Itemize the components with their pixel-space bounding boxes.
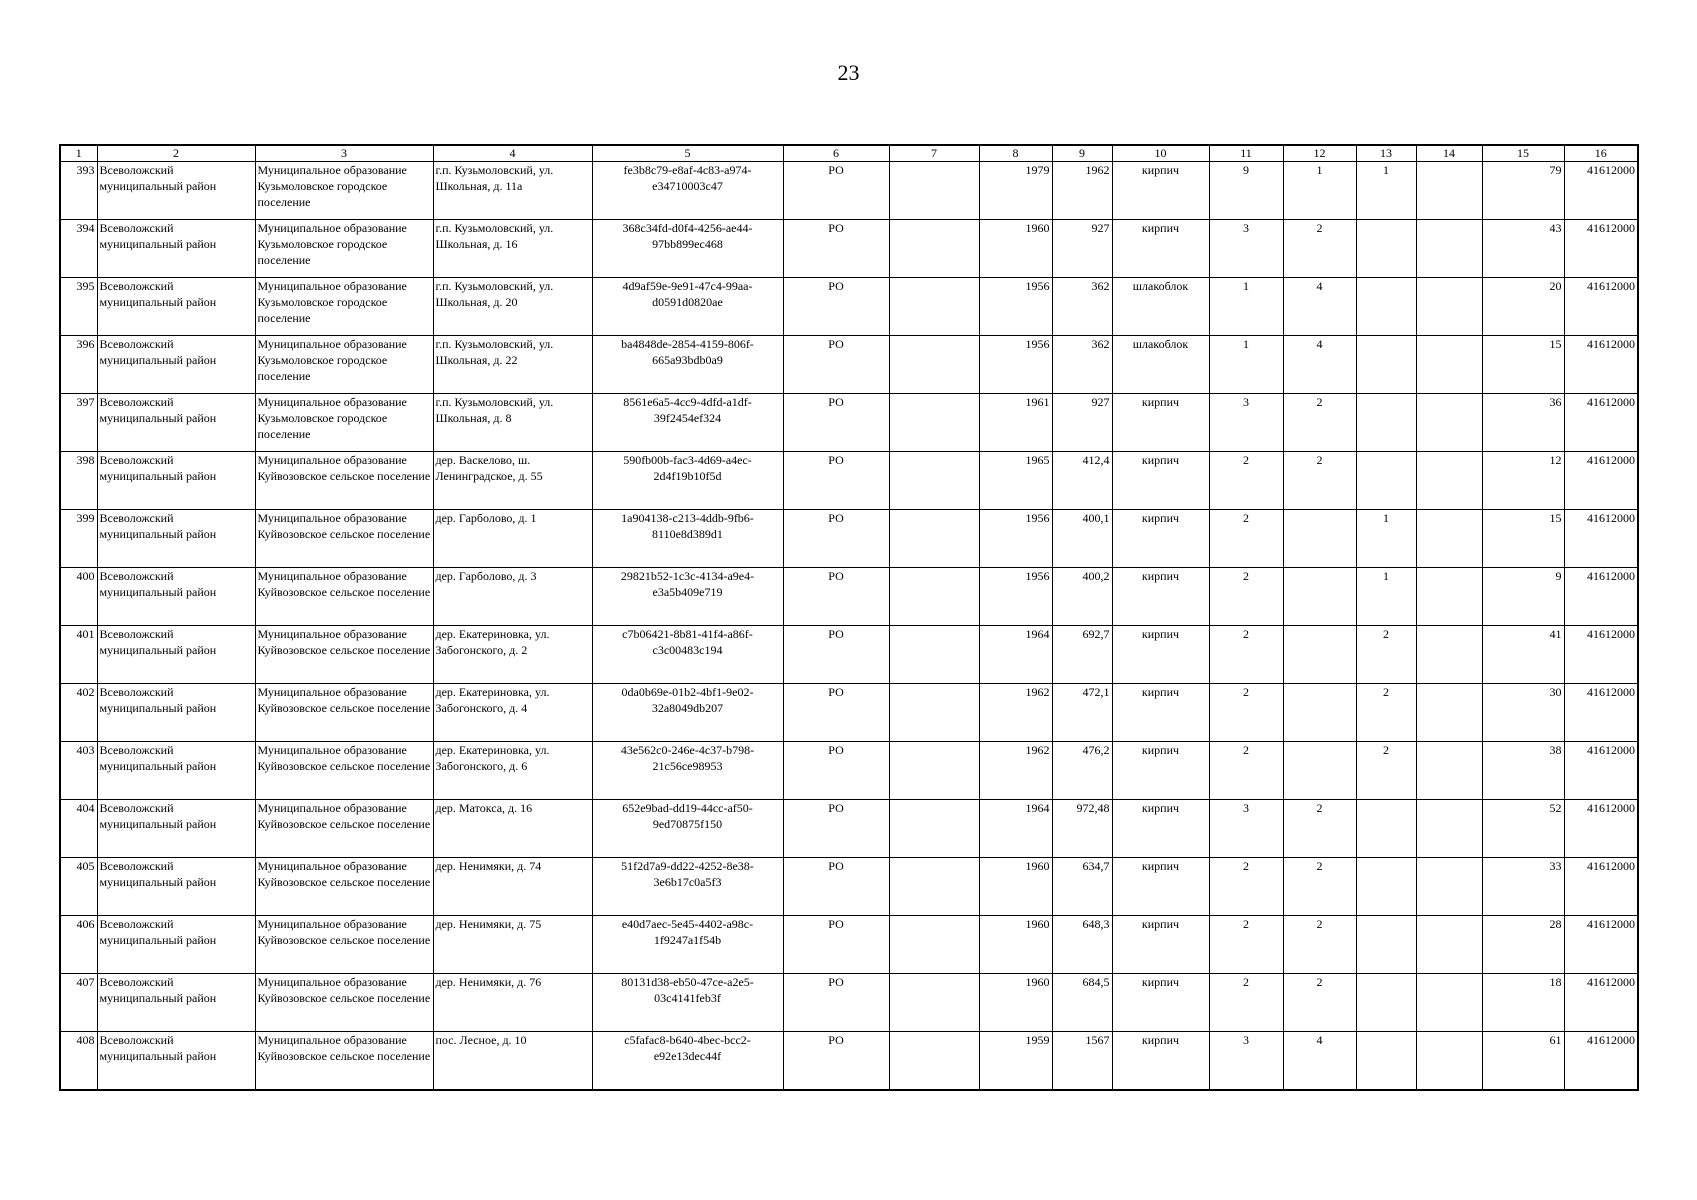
cell-col-7	[889, 684, 979, 742]
cell-area: 1567	[1052, 1032, 1112, 1090]
cell-oktmo: 41612000	[1564, 858, 1638, 916]
cell-municipality: Муниципальное образование Куйвозовское сельское поселение	[255, 1032, 433, 1090]
cell-district: Всеволожский муниципальный район	[97, 220, 255, 278]
cell-district: Всеволожский муниципальный район	[97, 742, 255, 800]
cell-apartments: 30	[1482, 684, 1564, 742]
cell-area: 1962	[1052, 162, 1112, 220]
cell-floors: 2	[1209, 452, 1283, 510]
cell-col-7	[889, 278, 979, 336]
cell-type: РО	[783, 1032, 889, 1090]
cell-row-number: 393	[60, 162, 97, 220]
header-col-13: 13	[1356, 145, 1416, 162]
cell-col-13: 1	[1356, 162, 1416, 220]
cell-row-number: 398	[60, 452, 97, 510]
cell-apartments: 52	[1482, 800, 1564, 858]
cell-district: Всеволожский муниципальный район	[97, 800, 255, 858]
cell-row-number: 403	[60, 742, 97, 800]
cell-address: г.п. Кузьмоловский, ул. Школьная, д. 20	[433, 278, 592, 336]
cell-year: 1956	[979, 510, 1052, 568]
cell-address: дер. Екатериновка, ул. Забогонского, д. 4	[433, 684, 592, 742]
table-row	[60, 800, 1638, 858]
cell-area: 692,7	[1052, 626, 1112, 684]
cell-year: 1956	[979, 336, 1052, 394]
cell-municipality: Муниципальное образование Кузьмоловское городское поселение	[255, 220, 433, 278]
cell-row-number: 402	[60, 684, 97, 742]
cell-year: 1956	[979, 568, 1052, 626]
cell-area: 412,4	[1052, 452, 1112, 510]
cell-apartments: 15	[1482, 510, 1564, 568]
cell-type: РО	[783, 162, 889, 220]
cell-guid: 51f2d7a9-dd22-4252-8e38-3e6b17c0a5f3	[592, 858, 783, 916]
cell-type: РО	[783, 626, 889, 684]
table-row	[60, 974, 1638, 1032]
cell-district: Всеволожский муниципальный район	[97, 162, 255, 220]
cell-address: дер. Гарболово, д. 1	[433, 510, 592, 568]
cell-year: 1960	[979, 916, 1052, 974]
cell-type: РО	[783, 220, 889, 278]
cell-year: 1965	[979, 452, 1052, 510]
cell-col-14	[1416, 974, 1482, 1032]
cell-floors: 9	[1209, 162, 1283, 220]
cell-type: РО	[783, 974, 889, 1032]
header-row	[60, 145, 1638, 162]
cell-municipality: Муниципальное образование Куйвозовское сельское поселение	[255, 568, 433, 626]
cell-district: Всеволожский муниципальный район	[97, 278, 255, 336]
cell-year: 1964	[979, 626, 1052, 684]
cell-material: кирпич	[1112, 510, 1209, 568]
cell-district: Всеволожский муниципальный район	[97, 684, 255, 742]
table-row	[60, 626, 1638, 684]
cell-municipality: Муниципальное образование Куйвозовское сельское поселение	[255, 452, 433, 510]
cell-col-13	[1356, 916, 1416, 974]
cell-oktmo: 41612000	[1564, 974, 1638, 1032]
cell-col-14	[1416, 1032, 1482, 1090]
cell-col-14	[1416, 162, 1482, 220]
cell-apartments: 20	[1482, 278, 1564, 336]
cell-row-number: 394	[60, 220, 97, 278]
cell-col-12	[1283, 568, 1356, 626]
cell-apartments: 43	[1482, 220, 1564, 278]
cell-district: Всеволожский муниципальный район	[97, 626, 255, 684]
table-row	[60, 162, 1638, 220]
cell-floors: 3	[1209, 800, 1283, 858]
cell-address: дер. Васкелово, ш. Ленинградское, д. 55	[433, 452, 592, 510]
cell-floors: 2	[1209, 626, 1283, 684]
cell-district: Всеволожский муниципальный район	[97, 1032, 255, 1090]
cell-oktmo: 41612000	[1564, 510, 1638, 568]
header-col-4: 4	[433, 145, 592, 162]
cell-municipality: Муниципальное образование Куйвозовское сельское поселение	[255, 510, 433, 568]
cell-floors: 2	[1209, 568, 1283, 626]
cell-col-13: 2	[1356, 626, 1416, 684]
header-col-11: 11	[1209, 145, 1283, 162]
table-row	[60, 394, 1638, 452]
cell-row-number: 395	[60, 278, 97, 336]
cell-address: г.п. Кузьмоловский, ул. Школьная, д. 22	[433, 336, 592, 394]
cell-municipality: Муниципальное образование Куйвозовское сельское поселение	[255, 800, 433, 858]
cell-address: дер. Ненимяки, д. 76	[433, 974, 592, 1032]
cell-address: дер. Ненимяки, д. 75	[433, 916, 592, 974]
header-col-3: 3	[255, 145, 433, 162]
cell-col-13	[1356, 394, 1416, 452]
cell-col-13	[1356, 220, 1416, 278]
cell-floors: 1	[1209, 336, 1283, 394]
cell-area: 362	[1052, 278, 1112, 336]
cell-area: 634,7	[1052, 858, 1112, 916]
cell-guid: ba4848de-2854-4159-806f-665a93bdb0a9	[592, 336, 783, 394]
cell-guid: 0da0b69e-01b2-4bf1-9e02-32a8049db207	[592, 684, 783, 742]
cell-oktmo: 41612000	[1564, 684, 1638, 742]
header-col-10: 10	[1112, 145, 1209, 162]
cell-type: РО	[783, 452, 889, 510]
cell-address: дер. Матокса, д. 16	[433, 800, 592, 858]
table-row	[60, 916, 1638, 974]
page-number: 23	[837, 60, 860, 85]
cell-address: пос. Лесное, д. 10	[433, 1032, 592, 1090]
cell-area: 684,5	[1052, 974, 1112, 1032]
cell-col-7	[889, 858, 979, 916]
cell-row-number: 407	[60, 974, 97, 1032]
cell-year: 1956	[979, 278, 1052, 336]
cell-type: РО	[783, 916, 889, 974]
cell-district: Всеволожский муниципальный район	[97, 510, 255, 568]
cell-type: РО	[783, 278, 889, 336]
header-col-1: 1	[60, 145, 97, 162]
cell-col-12	[1283, 742, 1356, 800]
header-col-7: 7	[889, 145, 979, 162]
cell-apartments: 79	[1482, 162, 1564, 220]
cell-col-12: 4	[1283, 336, 1356, 394]
cell-apartments: 41	[1482, 626, 1564, 684]
header-col-16: 16	[1564, 145, 1638, 162]
cell-district: Всеволожский муниципальный район	[97, 452, 255, 510]
cell-apartments: 38	[1482, 742, 1564, 800]
cell-district: Всеволожский муниципальный район	[97, 858, 255, 916]
cell-municipality: Муниципальное образование Кузьмоловское городское поселение	[255, 162, 433, 220]
cell-floors: 2	[1209, 916, 1283, 974]
header-col-14: 14	[1416, 145, 1482, 162]
cell-material: кирпич	[1112, 394, 1209, 452]
cell-type: РО	[783, 568, 889, 626]
cell-col-13: 1	[1356, 510, 1416, 568]
cell-floors: 1	[1209, 278, 1283, 336]
cell-row-number: 397	[60, 394, 97, 452]
table-row	[60, 452, 1638, 510]
table-row	[60, 684, 1638, 742]
cell-address: дер. Екатериновка, ул. Забогонского, д. 2	[433, 626, 592, 684]
register-table	[59, 144, 1639, 1091]
cell-material: кирпич	[1112, 916, 1209, 974]
cell-col-7	[889, 162, 979, 220]
cell-guid: 8561e6a5-4cc9-4dfd-a1df-39f2454ef324	[592, 394, 783, 452]
cell-col-13	[1356, 278, 1416, 336]
cell-municipality: Муниципальное образование Куйвозовское сельское поселение	[255, 626, 433, 684]
cell-district: Всеволожский муниципальный район	[97, 394, 255, 452]
cell-area: 972,48	[1052, 800, 1112, 858]
cell-col-14	[1416, 916, 1482, 974]
cell-col-14	[1416, 452, 1482, 510]
cell-row-number: 408	[60, 1032, 97, 1090]
cell-type: РО	[783, 336, 889, 394]
cell-col-14	[1416, 626, 1482, 684]
cell-oktmo: 41612000	[1564, 278, 1638, 336]
cell-col-14	[1416, 510, 1482, 568]
cell-row-number: 401	[60, 626, 97, 684]
cell-row-number: 399	[60, 510, 97, 568]
cell-col-14	[1416, 220, 1482, 278]
cell-area: 476,2	[1052, 742, 1112, 800]
cell-col-13: 1	[1356, 568, 1416, 626]
cell-col-7	[889, 220, 979, 278]
cell-col-13: 2	[1356, 684, 1416, 742]
cell-address: г.п. Кузьмоловский, ул. Школьная, д. 11а	[433, 162, 592, 220]
cell-row-number: 396	[60, 336, 97, 394]
header-col-6: 6	[783, 145, 889, 162]
cell-apartments: 28	[1482, 916, 1564, 974]
cell-col-12	[1283, 510, 1356, 568]
cell-guid: 590fb00b-fac3-4d69-a4ec-2d4f19b10f5d	[592, 452, 783, 510]
cell-district: Всеволожский муниципальный район	[97, 916, 255, 974]
cell-col-12	[1283, 684, 1356, 742]
cell-oktmo: 41612000	[1564, 394, 1638, 452]
table-row	[60, 278, 1638, 336]
cell-municipality: Муниципальное образование Куйвозовское сельское поселение	[255, 742, 433, 800]
cell-col-14	[1416, 684, 1482, 742]
cell-type: РО	[783, 800, 889, 858]
cell-floors: 3	[1209, 1032, 1283, 1090]
cell-row-number: 405	[60, 858, 97, 916]
cell-oktmo: 41612000	[1564, 568, 1638, 626]
cell-col-14	[1416, 800, 1482, 858]
cell-area: 362	[1052, 336, 1112, 394]
cell-oktmo: 41612000	[1564, 742, 1638, 800]
cell-guid: 4d9af59e-9e91-47c4-99aa-d0591d0820ae	[592, 278, 783, 336]
cell-col-12: 4	[1283, 278, 1356, 336]
cell-municipality: Муниципальное образование Кузьмоловское городское поселение	[255, 394, 433, 452]
cell-material: шлакоблок	[1112, 278, 1209, 336]
cell-floors: 3	[1209, 394, 1283, 452]
cell-type: РО	[783, 684, 889, 742]
cell-material: кирпич	[1112, 684, 1209, 742]
cell-year: 1960	[979, 858, 1052, 916]
cell-apartments: 12	[1482, 452, 1564, 510]
cell-guid: 29821b52-1c3c-4134-a9e4-e3a5b409e719	[592, 568, 783, 626]
cell-row-number: 404	[60, 800, 97, 858]
cell-col-12: 2	[1283, 974, 1356, 1032]
cell-area: 472,1	[1052, 684, 1112, 742]
cell-col-12: 1	[1283, 162, 1356, 220]
header-col-5: 5	[592, 145, 783, 162]
cell-guid: e40d7aec-5e45-4402-a98c-1f9247a1f54b	[592, 916, 783, 974]
cell-col-13	[1356, 452, 1416, 510]
cell-municipality: Муниципальное образование Куйвозовское сельское поселение	[255, 974, 433, 1032]
cell-oktmo: 41612000	[1564, 220, 1638, 278]
cell-col-7	[889, 974, 979, 1032]
cell-municipality: Муниципальное образование Куйвозовское сельское поселение	[255, 684, 433, 742]
cell-material: шлакоблок	[1112, 336, 1209, 394]
cell-col-13	[1356, 1032, 1416, 1090]
cell-district: Всеволожский муниципальный район	[97, 568, 255, 626]
cell-guid: c5fafac8-b640-4bec-bcc2-e92e13dec44f	[592, 1032, 783, 1090]
cell-col-14	[1416, 858, 1482, 916]
cell-guid: fe3b8c79-e8af-4c83-a974-e34710003c47	[592, 162, 783, 220]
cell-material: кирпич	[1112, 568, 1209, 626]
cell-col-7	[889, 394, 979, 452]
cell-address: г.п. Кузьмоловский, ул. Школьная, д. 8	[433, 394, 592, 452]
cell-material: кирпич	[1112, 742, 1209, 800]
cell-col-7	[889, 452, 979, 510]
header-col-8: 8	[979, 145, 1052, 162]
cell-col-14	[1416, 742, 1482, 800]
cell-apartments: 33	[1482, 858, 1564, 916]
cell-floors: 2	[1209, 510, 1283, 568]
cell-address: г.п. Кузьмоловский, ул. Школьная, д. 16	[433, 220, 592, 278]
cell-row-number: 406	[60, 916, 97, 974]
cell-col-13	[1356, 336, 1416, 394]
cell-col-7	[889, 916, 979, 974]
cell-apartments: 18	[1482, 974, 1564, 1032]
cell-apartments: 15	[1482, 336, 1564, 394]
cell-guid: 652e9bad-dd19-44cc-af50-9ed70875f150	[592, 800, 783, 858]
cell-oktmo: 41612000	[1564, 800, 1638, 858]
cell-col-14	[1416, 336, 1482, 394]
cell-material: кирпич	[1112, 626, 1209, 684]
cell-municipality: Муниципальное образование Кузьмоловское городское поселение	[255, 336, 433, 394]
cell-oktmo: 41612000	[1564, 1032, 1638, 1090]
cell-material: кирпич	[1112, 800, 1209, 858]
cell-year: 1979	[979, 162, 1052, 220]
cell-municipality: Муниципальное образование Куйвозовское сельское поселение	[255, 916, 433, 974]
cell-material: кирпич	[1112, 220, 1209, 278]
cell-col-14	[1416, 394, 1482, 452]
cell-type: РО	[783, 394, 889, 452]
cell-col-12: 2	[1283, 452, 1356, 510]
cell-address: дер. Ненимяки, д. 74	[433, 858, 592, 916]
cell-apartments: 9	[1482, 568, 1564, 626]
cell-oktmo: 41612000	[1564, 916, 1638, 974]
cell-year: 1960	[979, 220, 1052, 278]
cell-area: 927	[1052, 220, 1112, 278]
cell-col-12: 2	[1283, 394, 1356, 452]
cell-col-12: 2	[1283, 916, 1356, 974]
cell-col-12: 2	[1283, 858, 1356, 916]
cell-col-7	[889, 742, 979, 800]
cell-col-12: 4	[1283, 1032, 1356, 1090]
cell-type: РО	[783, 510, 889, 568]
cell-row-number: 400	[60, 568, 97, 626]
cell-oktmo: 41612000	[1564, 336, 1638, 394]
cell-year: 1964	[979, 800, 1052, 858]
cell-year: 1961	[979, 394, 1052, 452]
table-row	[60, 336, 1638, 394]
cell-oktmo: 41612000	[1564, 626, 1638, 684]
cell-col-13	[1356, 800, 1416, 858]
cell-year: 1960	[979, 974, 1052, 1032]
cell-material: кирпич	[1112, 974, 1209, 1032]
cell-type: РО	[783, 858, 889, 916]
cell-col-7	[889, 510, 979, 568]
cell-year: 1962	[979, 684, 1052, 742]
cell-municipality: Муниципальное образование Кузьмоловское городское поселение	[255, 278, 433, 336]
cell-guid: 80131d38-eb50-47ce-a2e5-03c4141feb3f	[592, 974, 783, 1032]
cell-floors: 2	[1209, 974, 1283, 1032]
cell-type: РО	[783, 742, 889, 800]
cell-col-7	[889, 1032, 979, 1090]
cell-material: кирпич	[1112, 858, 1209, 916]
cell-col-13	[1356, 974, 1416, 1032]
cell-floors: 2	[1209, 742, 1283, 800]
cell-material: кирпич	[1112, 162, 1209, 220]
cell-area: 400,2	[1052, 568, 1112, 626]
cell-floors: 2	[1209, 858, 1283, 916]
cell-col-13	[1356, 858, 1416, 916]
cell-guid: 43e562c0-246e-4c37-b798-21c56ce98953	[592, 742, 783, 800]
header-col-9: 9	[1052, 145, 1112, 162]
cell-guid: c7b06421-8b81-41f4-a86f-c3c00483c194	[592, 626, 783, 684]
table-row	[60, 1032, 1638, 1090]
cell-col-13: 2	[1356, 742, 1416, 800]
cell-area: 927	[1052, 394, 1112, 452]
cell-col-12: 2	[1283, 220, 1356, 278]
table-row	[60, 510, 1638, 568]
cell-col-14	[1416, 278, 1482, 336]
cell-col-7	[889, 800, 979, 858]
cell-col-7	[889, 336, 979, 394]
cell-apartments: 61	[1482, 1032, 1564, 1090]
cell-floors: 2	[1209, 684, 1283, 742]
cell-floors: 3	[1209, 220, 1283, 278]
header-col-12: 12	[1283, 145, 1356, 162]
cell-area: 400,1	[1052, 510, 1112, 568]
cell-col-7	[889, 568, 979, 626]
cell-address: дер. Екатериновка, ул. Забогонского, д. 6	[433, 742, 592, 800]
cell-address: дер. Гарболово, д. 3	[433, 568, 592, 626]
table-row	[60, 568, 1638, 626]
table-row	[60, 858, 1638, 916]
cell-col-7	[889, 626, 979, 684]
cell-guid: 368c34fd-d0f4-4256-ae44-97bb899ec468	[592, 220, 783, 278]
cell-year: 1959	[979, 1032, 1052, 1090]
header-col-2: 2	[97, 145, 255, 162]
cell-material: кирпич	[1112, 1032, 1209, 1090]
cell-apartments: 36	[1482, 394, 1564, 452]
cell-district: Всеволожский муниципальный район	[97, 974, 255, 1032]
cell-area: 648,3	[1052, 916, 1112, 974]
cell-guid: 1a904138-c213-4ddb-9fb6-8110e8d389d1	[592, 510, 783, 568]
header-col-15: 15	[1482, 145, 1564, 162]
table-body	[60, 162, 1638, 1090]
cell-district: Всеволожский муниципальный район	[97, 336, 255, 394]
cell-col-12	[1283, 626, 1356, 684]
cell-oktmo: 41612000	[1564, 162, 1638, 220]
cell-year: 1962	[979, 742, 1052, 800]
cell-col-14	[1416, 568, 1482, 626]
table-row	[60, 742, 1638, 800]
cell-material: кирпич	[1112, 452, 1209, 510]
cell-oktmo: 41612000	[1564, 452, 1638, 510]
cell-municipality: Муниципальное образование Куйвозовское сельское поселение	[255, 858, 433, 916]
cell-col-12: 2	[1283, 800, 1356, 858]
table-row	[60, 220, 1638, 278]
